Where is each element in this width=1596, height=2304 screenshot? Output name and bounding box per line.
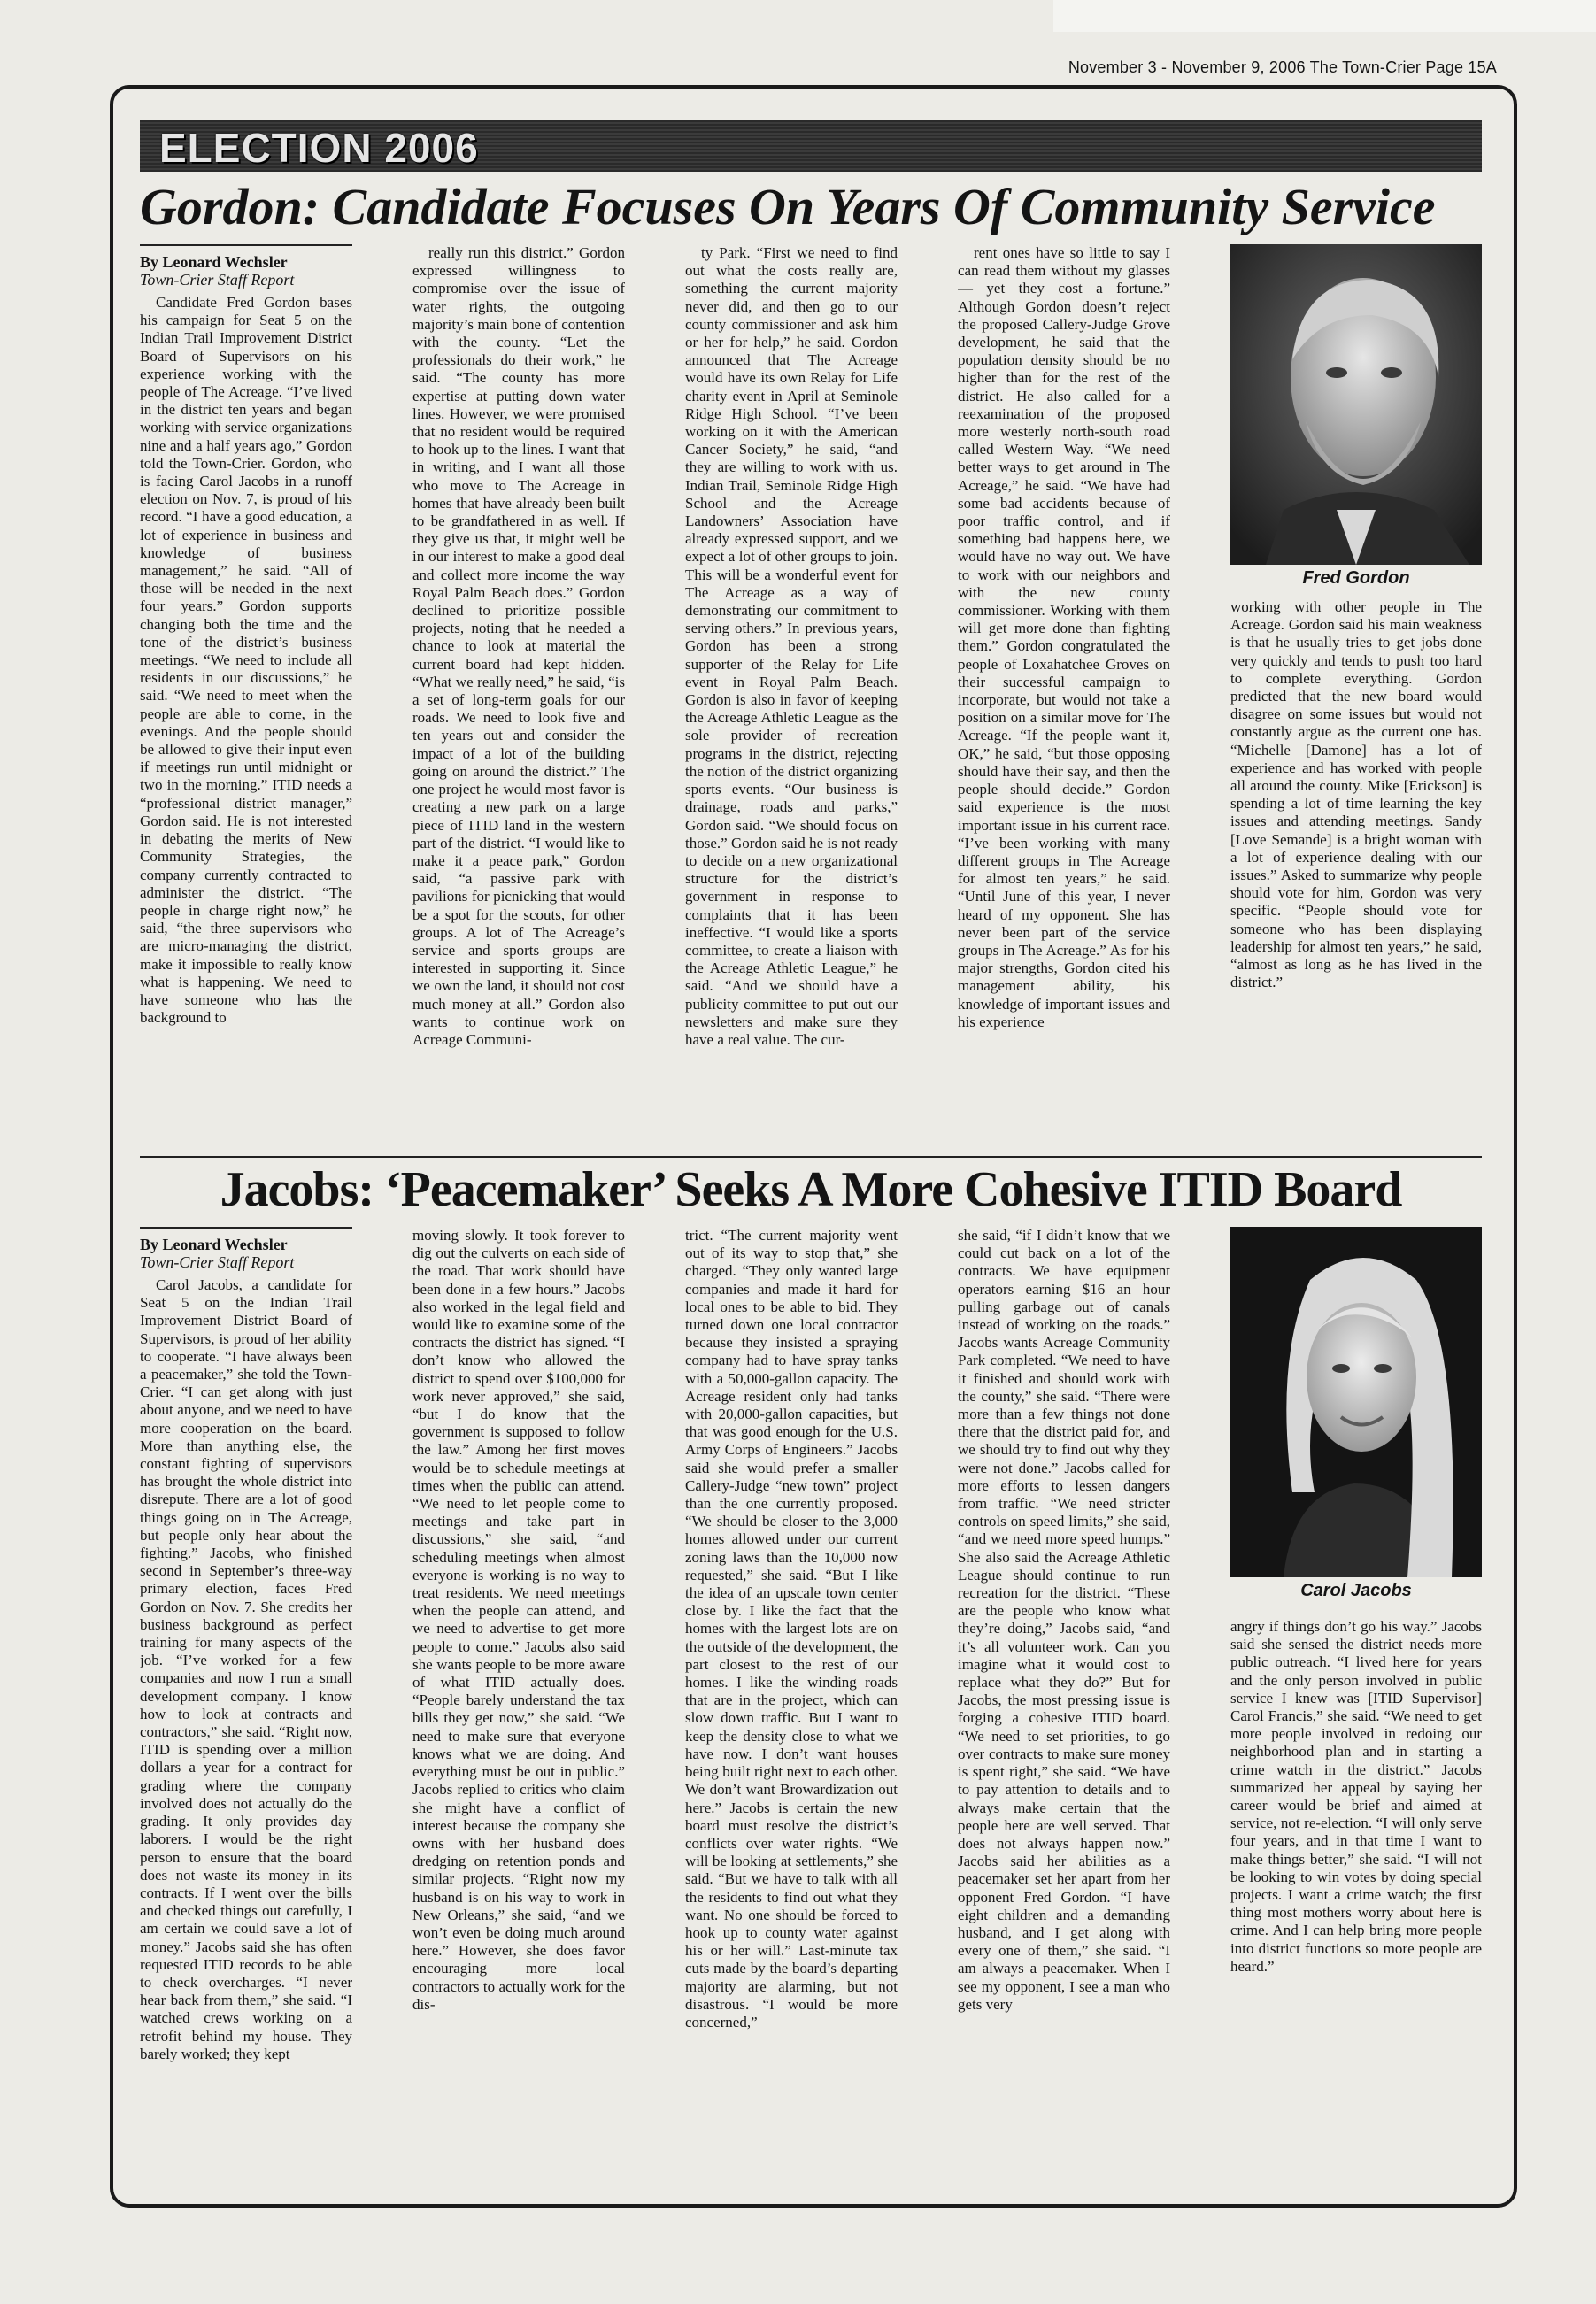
page-folio: November 3 - November 9, 2006 The Town-Crier Page 15A [1068, 58, 1497, 76]
gordon-body-4: rent ones have so little to say I can read them without my glasses — yet they cost a fortune.” Although Gordon doesn’t reject the proposed Callery-Judge Grove development, he said that the population density should be no higher than for the rest of the district. He also called for a reexamination of the proposed more westerly north-south road called Western Way. “We need better ways to get around in The Acreage,” he said. “We have had some bad accidents because of poor traffic control, and if something bad happens here, we would have no way out. We have to work with our neighbors and with the new county commissioner. Working with them will get more done than fighting them.” Gordon congratulated the people of Loxahatchee Groves on their successful campaign to incorporate, but would not take a position on a similar move for The Acreage. “If the people want it, OK,” he said, “but those opposing should have their say, and then the people should decide.” Gordon said experience is the most important issue in his current race. “I’ve been working with many different groups in The Acreage for almost ten years,” he said. “Until June of this year, I never heard of my opponent. She has never been part of the service groups in The Acreage.” As for his major strengths, Gordon cited his management ability, his knowledge of important issues and his experience [958, 244, 1170, 1030]
gordon-byline-title: Town-Crier Staff Report [140, 271, 295, 289]
portrait-woman-image [1230, 1227, 1482, 1577]
carol-jacobs-photo [1230, 1227, 1482, 1577]
jacobs-byline-title: Town-Crier Staff Report [140, 1253, 295, 1271]
gordon-column-2 [412, 244, 625, 1140]
jacobs-body-1: Carol Jacobs, a candidate for Seat 5 on the Indian Trail Improvement District Board of Supervisors, is proud of her ability to cooperate. “I have always been a peacemaker,” she told the Town-Crier. “I can get along with just about anyone, and we need to have more cooperation on the board. More than anything else, the constant fighting of supervisors has brought the whole district into disrepute. There are a lot of good things going on in The Acreage, but people only hear about the fighting.” Jacobs, who finished second in September’s three-way primary election, faces Fred Gordon on Nov. 7. She credits her business background as perfect training for many aspects of the job. “I’ve worked for a few companies and now I run a small development company. I know how to look at contracts and contractors,” she said. “Right now, ITID is spending over a million dollars a year for a contract for grading where the company involved does not actually do the grading. It only provides day laborers. I would be the right person to ensure that the board does not waste its money in its contracts. If I went over the bills and checked things out carefully, I am certain we could save a lot of money.” Jacobs said she has often requested ITID records to be able to check overcharges. “I never hear back from them,” she said. “I watched crews working on a retrofit behind my house. They barely worked; they kept [140, 1276, 352, 2062]
gordon-body-1: Candidate Fred Gordon bases his campaign for Seat 5 on the Indian Trail Improvement District Board of Supervisors on his experience working with the people of The Acreage. “I’ve lived in the district ten years and began working with service organizations nine and a half years ago,” Gordon told the Town-Crier. Gordon, who is facing Carol Jacobs in a runoff election on Nov. 7, is proud of his record. “I have a good education, a lot of experience in business and knowledge of business management,” he said. “All of those will be needed in the next four years.” Gordon supports changing both the time and the tone of the district’s business meetings. “We need to include all residents in our discussions,” he said. “We need to meet when the people are able to come, in the evenings. And the people should be allowed to give their input even if meetings run until midnight or two in the morning.” ITID needs a “professional district manager,” Gordon said. He is not interested in debating the merits of New Community Strategies, the company currently contracted to administer the district. “The people in charge right now,” he said, “the three supervisors who are micro-managing the district, make it impossible to really know what is happening. We need to have someone who has the background to [140, 294, 352, 1027]
gordon-body-5: working with other people in The Acreage. Gordon said his main weakness is that he usually tries to get jobs done very quickly and tends to push too hard to complete everything. Gordon predicted that the new board would disagree on some issues but would not constantly argue as the current one has. “Michelle [Damone] has a lot of experience and has worked with people all around the county. Mike [Erickson] is spending a lot of time learning the key issues and attending meetings. Sandy [Love Semande] is a bright woman with a lot of experience dealing with our issues.” Asked to summarize why people should vote for him, Gordon was very specific. “People should vote for someone who has been displaying leadership for almost ten years,” he said, “almost as long as he has lived in the district.” [1230, 598, 1482, 991]
gordon-column-1 [140, 244, 352, 1140]
jacobs-column-1 [140, 1227, 352, 2172]
gordon-headline: Gordon: Candidate Focuses On Years Of Community Service [140, 178, 1436, 235]
gordon-column-5 [1230, 598, 1482, 1140]
jacobs-column-2 [412, 1227, 625, 2172]
fred-gordon-photo [1230, 244, 1482, 565]
gordon-column-4 [958, 244, 1170, 1140]
jacobs-column-4 [958, 1227, 1170, 2172]
scan-edge [1053, 0, 1596, 32]
jacobs-body-5: angry if things don’t go his way.” Jacobs said she sensed the district needs more public outreach. “I lived here for years and the only person involved in public service I knew was [ITID Supervisor] Carol Francis,” she said. “We need to get more people involved in redoing our neighborhood plan and in starting a crime watch in the district.” Jacobs summarized her appeal by saying her career would be brief and aimed at service, not re-election. “I will only serve four years, and in that time I want to make things better,” she said. “I will not be looking to win votes by doing special projects. I want a crime watch; the first thing most mothers worry about here is crime. And I can help bring more people into district functions so more people are heard.” [1230, 1618, 1482, 1975]
gordon-photo-caption: Fred Gordon [1302, 568, 1410, 588]
jacobs-column-5 [1230, 1618, 1482, 2172]
banner-title: ELECTION 2006 [159, 125, 479, 171]
portrait-man-image [1230, 244, 1482, 565]
jacobs-byline: By Leonard Wechsler [140, 1236, 288, 1253]
byline-rule [140, 244, 352, 246]
byline-rule [140, 1227, 352, 1229]
jacobs-column-3 [685, 1227, 898, 2172]
gordon-body-3: ty Park. “First we need to find out what the costs really are, something the current majority never did, and then go to our county commissioner and ask him or her for help,” he said. Gordon announced that The Acreage would have its own Relay for Life charity event in April at Seminole Ridge High School. “I’ve been working on it with the American Cancer Society,” he said, “and they are willing to work with us. Indian Trail, Seminole Ridge High School and the Acreage Landowners’ Association have already expressed support, and we expect a lot of other groups to join. This will be a wonderful event for The Acreage as a way of demonstrating our commitment to serving others.” In previous years, Gordon has been a strong supporter of the Relay for Life event in Royal Palm Beach. Gordon is also in favor of keeping the Acreage Athletic League as the sole provider of recreation programs in the district, rejecting the notion of the district organizing sports events. “Our business is drainage, roads and parks,” Gordon said. “We should focus on those.” Gordon said he is not ready to decide on a new organizational structure for the district’s government in response to complaints that it has been ineffective. “I would like a sports committee, to create a liaison with the Acreage Athletic League,” he said. “And we should have a publicity committee to put out our newsletters and make sure they have a real value. The cur- [685, 244, 898, 1048]
jacobs-body-2: moving slowly. It took forever to dig out the culverts on each side of the road. That work should have been done in a few hours.” Jacobs also worked in the legal field and would like to examine some of the contracts the district has signed. “I don’t know who allowed the district to spend over $100,000 for work never approved,” she said, “but I do know that the government is supposed to follow the law.” Among her first moves would be to schedule meetings at times when the public can attend. “We need to let people come to meetings and take part in discussions,” she said, “and scheduling meetings when almost everyone is working is no way to treat residents. We need meetings when the people can attend, and we need to advertise to get more people to come.” Jacobs also said she wants people to be more aware of what ITID actually does. “People barely understand the tax bills they get now,” she said. “We need to make sure that everyone knows what we are doing. And everything must be out in public.” Jacobs replied to critics who claim she might have a conflict of interest because the company she owns with her husband does dredging on retention ponds and similar projects. “Right now my husband is on his way to work in New Orleans,” she said, “and we won’t even be doing much around here.” However, she does favor encouraging more local contractors to actually work for the dis- [412, 1227, 625, 2013]
gordon-body-2: really run this district.” Gordon expressed willingness to compromise over the issue of water rights, the outgoing majority’s main bone of contention with the county. “Let the professionals do their work,” he said. “The county has more expertise at putting down water lines. However, we were promised that no resident would be required to hook up to the lines. I want that in writing, and I want all those who move to The Acreage in homes that have already been built to be grandfathered in as well. If they give us that, it might well be in our interest to make a good deal and collect more income the way Royal Palm Beach does.” Gordon declined to prioritize possible projects, noting that he needed a chance to look at material the current board had kept hidden. “What we really need,” he said, “is a set of long-term goals for our roads. We need to look five and ten years out and consider the impact of a lot of the building going on around the district.” The one project he would most favor is creating a new park on a large piece of ITID land in the western part of the district. “I would like to make it a peace park,” Gordon said, “a passive park with pavilions for picnicking that would be a spot for the scouts, for other groups. A lot of The Acreage’s service and sports groups are interested in supporting it. Since we own the land, it should not cost much money at all.” Gordon also wants to continue work on Acreage Communi- [412, 244, 625, 1048]
jacobs-photo-caption: Carol Jacobs [1300, 1581, 1412, 1600]
section-banner [140, 120, 1482, 172]
jacobs-headline: Jacobs: ‘Peacemaker’ Seeks A More Cohesive ITID Board [220, 1162, 1402, 1217]
section-divider [140, 1156, 1482, 1158]
gordon-column-3 [685, 244, 898, 1140]
jacobs-body-3: trict. “The current majority went out of its way to stop that,” she charged. “They only wanted large companies and made it hard for local ones to be able to bid. They turned down one local contractor because they insisted a spraying company had to have spray tanks with a 50,000-gallon capacity. The Acreage resident only had tanks with 20,000-gallon capacities, but that was good enough for the U.S. Army Corps of Engineers.” Jacobs said she would prefer a smaller Callery-Judge “new town” project than the one currently proposed. “We should be closer to the 3,000 homes allowed under our current zoning laws than the 10,000 now requested,” she said. “But I like the idea of an upscale town center close by. I like the fact that the homes with the largest lots are on the outside of the development, the part closest to the rest of our homes. I like the winding roads that are in the project, which can slow down traffic. But I want to keep the density close to what we have now. I don’t want houses being built right next to each other. We don’t want Browardization out here.” Jacobs is certain the new board must resolve the district’s conflicts over water rights. “We will be looking at settlements,” she said. “But we have to talk with all the residents to find out what they want. No one should be forced to hook up to county water against his or her will.” Last-minute tax cuts made by the board’s departing majority are alarming, but not disastrous. “I would be more concerned,” [685, 1227, 898, 2030]
jacobs-body-4: she said, “if I didn’t know that we could cut back on a lot of the contracts. We have equipment operators earning $16 an hour pulling garbage out of canals instead of working on the roads.” Jacobs wants Acreage Community Park completed. “We need to have it finished and should work with the county,” she said. “There were more than a few things not done there that the district paid for, and we should try to find out why they were not done.” Jacobs called for more efforts to lessen dangers from traffic. “We need stricter controls on speed limits,” she said, “and we need more speed humps.” She also said the Acreage Athletic League should continue to run recreation for the district. “These are the people who know what they’re doing,” Jacobs said, “and it’s all volunteer work. Can you imagine what it would cost to replace what they do?” But for Jacobs, the most pressing issue is forging a cohesive ITID board. “We need to set priorities, to go over contracts to make sure money is spent right,” she said. “We have to pay attention to details and to always make certain that the people here are well served. That does not always happen now.” Jacobs said her abilities as a peacemaker set her apart from her opponent Fred Gordon. “I have eight children and a demanding husband, and I get along with every one of them,” she said. “I am always a peacemaker. When I see my opponent, I see a man who gets very [958, 1227, 1170, 2013]
gordon-byline: By Leonard Wechsler [140, 253, 288, 271]
